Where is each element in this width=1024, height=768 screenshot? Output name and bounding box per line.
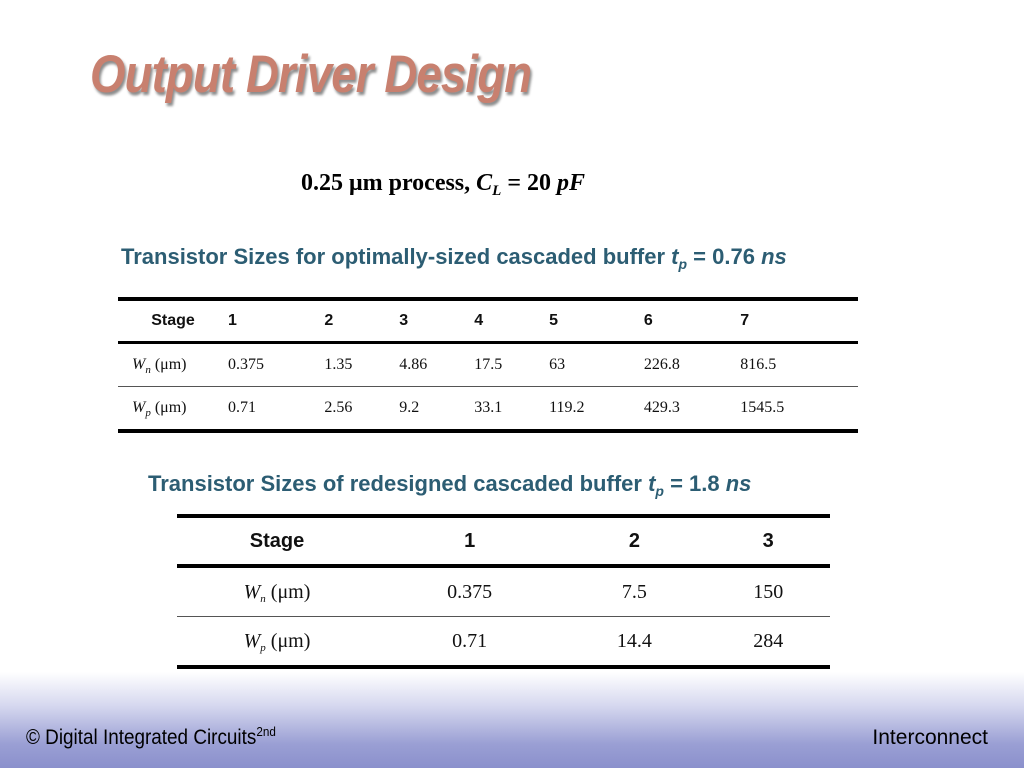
table2-caption-t-sub: p [655, 483, 664, 499]
subtitle-equals: = 20 [501, 170, 558, 196]
header-stage: Stage [151, 312, 195, 329]
table-cell: 816.5 [740, 356, 777, 373]
table2-caption [148, 471, 751, 497]
table-cell: 284 [753, 629, 784, 652]
header-stage-2: 2 [324, 312, 334, 329]
footer-section: Interconnect [872, 726, 988, 749]
row-label-wp: $W_p$ (μm) [243, 629, 311, 654]
table1-caption [121, 244, 787, 270]
table1-caption-unit: ns [761, 244, 787, 269]
table2-caption-equals: = 1.8 [663, 471, 726, 496]
table-cell: 226.8 [643, 356, 680, 373]
subtitle-unit: pF [557, 170, 586, 196]
header-stage-3: 3 [399, 312, 409, 329]
header-stage-1: 1 [228, 312, 237, 329]
table-cell: 1.35 [324, 356, 353, 373]
table-cell: 1545.5 [740, 399, 785, 416]
header-stage-1: 1 [464, 529, 476, 552]
header-stage-2: 2 [628, 529, 640, 552]
table-cell: 14.4 [616, 629, 652, 652]
table-cell: 0.71 [228, 399, 256, 416]
table2-caption-t: t [648, 471, 656, 496]
table-cell: 63 [549, 356, 566, 373]
table-header-row [118, 299, 858, 343]
row-label-wp: $W_p$ (μm) [132, 399, 187, 419]
table-cell: 0.71 [452, 629, 488, 652]
header-stage-7: 7 [740, 312, 750, 329]
table-cell: 150 [753, 580, 784, 603]
subtitle-cap-subscript: L [492, 183, 502, 199]
table-row [177, 617, 830, 668]
table-cell: 429.3 [643, 399, 680, 416]
table1-caption-t: t [671, 244, 679, 269]
process-subtitle [301, 170, 585, 197]
table-row [118, 343, 858, 387]
row-label-wn: $W_n$ (μm) [132, 356, 187, 376]
header-stage: Stage [249, 529, 305, 552]
table-header-row [177, 516, 830, 566]
table1-caption-lead: Transistor Sizes for optimally-sized cascaded buffer [121, 244, 672, 269]
table-cell: 2.56 [324, 399, 353, 416]
header-stage-6: 6 [643, 312, 653, 329]
redesigned-buffer-table [177, 514, 830, 669]
table-row [118, 387, 858, 432]
table-cell: 17.5 [474, 356, 503, 373]
table-cell: 4.86 [399, 356, 428, 373]
header-stage-4: 4 [474, 312, 484, 329]
table-cell: 7.5 [621, 580, 647, 603]
footer-bar [0, 672, 1024, 768]
header-stage-3: 3 [762, 529, 774, 552]
table1-caption-t-sub: p [678, 256, 688, 272]
footer-copyright: © Digital Integrated Circuits$^{2nd}$ [26, 724, 276, 749]
table-cell: 119.2 [549, 399, 585, 416]
optimal-buffer-table [118, 297, 858, 433]
table1-caption-equals: = 0.76 [687, 244, 762, 269]
footer-edition: 2nd [256, 724, 276, 739]
header-stage-5: 5 [549, 312, 559, 329]
table-cell: 9.2 [399, 399, 420, 416]
table-row [177, 566, 830, 617]
subtitle-lead: 0.25 μm process, [301, 170, 477, 196]
row-label-wn: $W_n$ (μm) [243, 580, 311, 605]
slide-title: Output Driver Design [90, 45, 532, 104]
subtitle-cap-symbol: C [476, 170, 493, 196]
table-cell: 0.375 [228, 356, 264, 373]
table2-caption-unit: ns [725, 471, 752, 496]
table-cell: 0.375 [447, 580, 493, 603]
table-cell: 33.1 [474, 399, 503, 416]
table2-caption-lead: Transistor Sizes of redesigned cascaded buffer [148, 471, 649, 496]
